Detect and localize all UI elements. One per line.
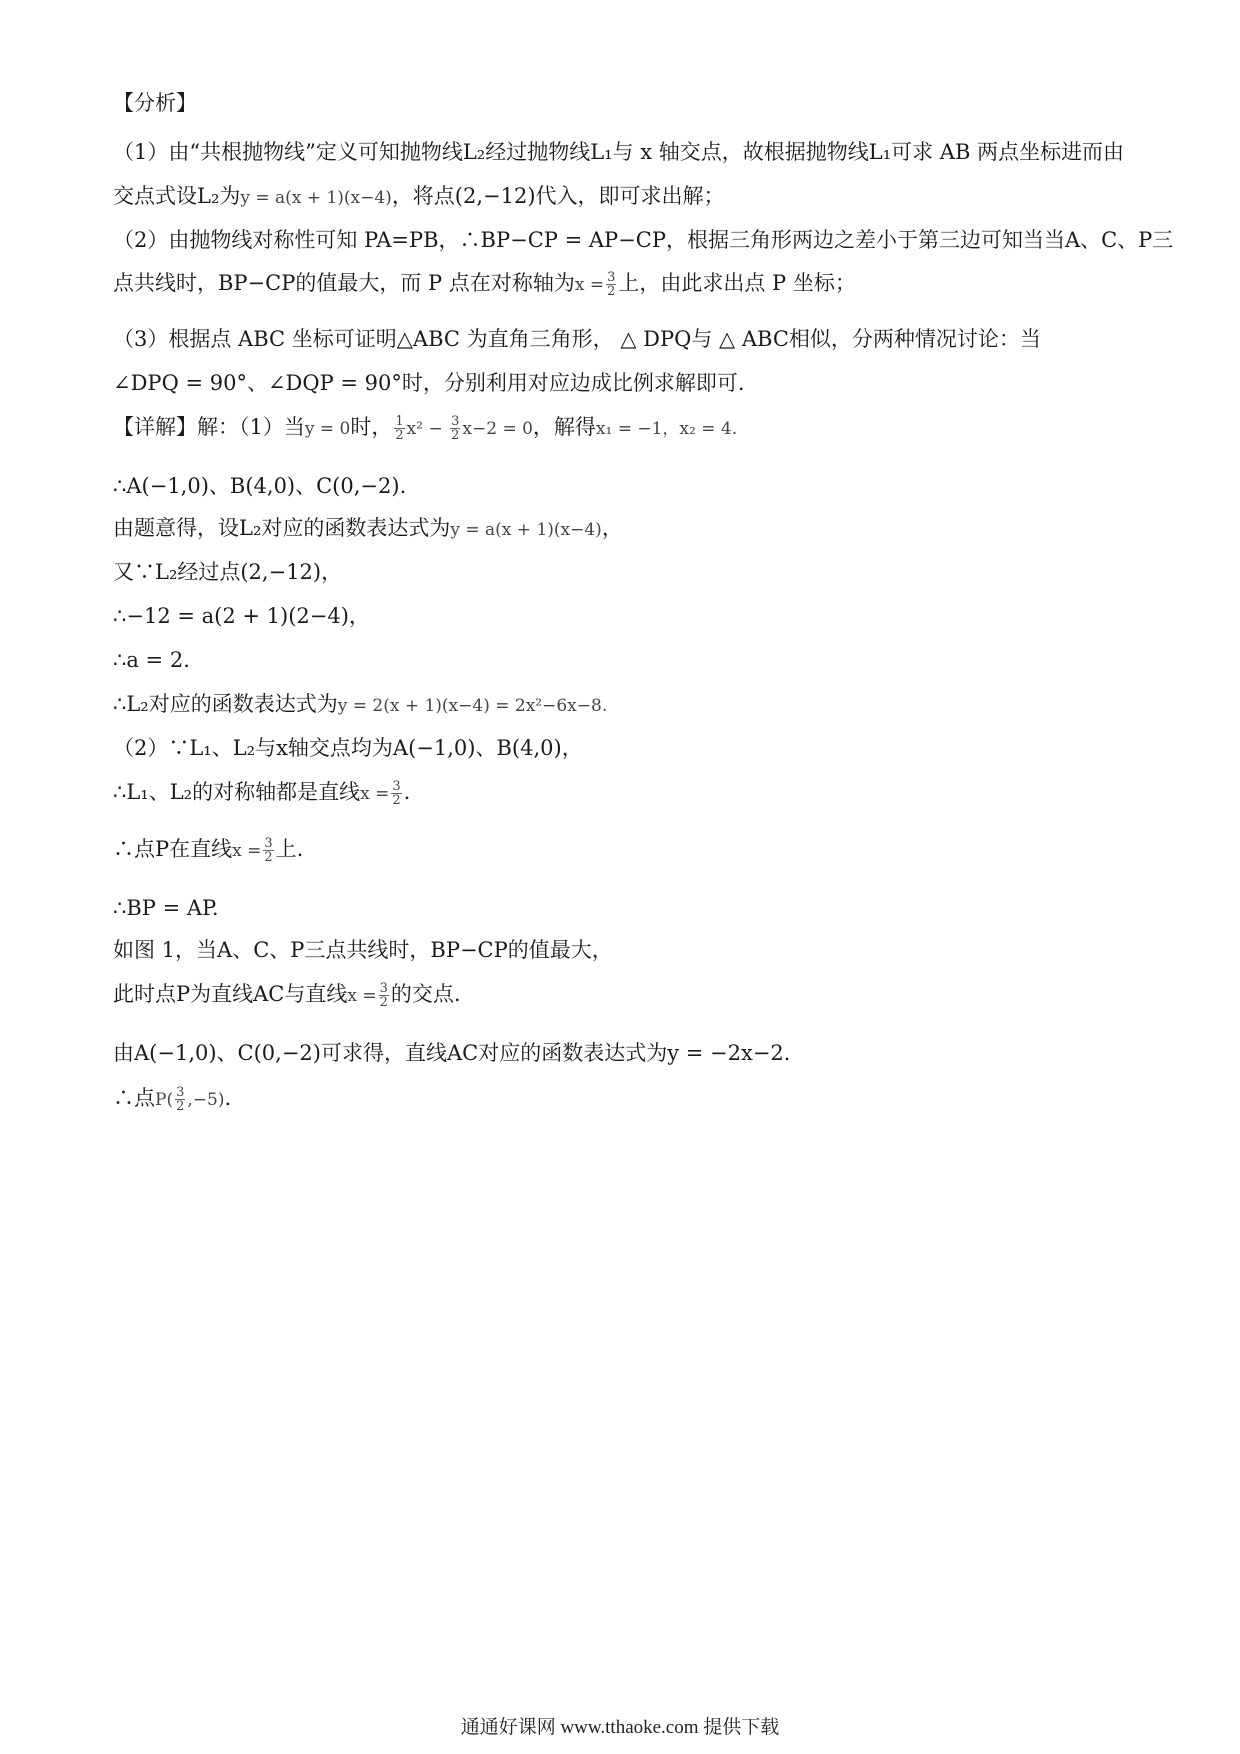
fraction-three-halves: $\frac{3}{2}$	[176, 1085, 185, 1114]
detail-line-15: ∴点P( $\frac{3}{2}$ ,−5).	[113, 1085, 232, 1114]
detail-line-10: ∴点P在直线x = $\frac{3}{2}$ 上.	[113, 836, 304, 865]
fraction-three-halves: $\frac{3}{2}$	[392, 779, 401, 808]
detail-line-2: ∴A(−1,0)、B(4,0)、C(0,−2).	[113, 474, 407, 498]
detail-line-9: ∴L₁、L₂的对称轴都是直线x = $\frac{3}{2}$ .	[113, 779, 411, 808]
fraction-three-halves: $\frac{3}{2}$	[607, 270, 616, 299]
fraction-three-halves: $\frac{3}{2}$	[264, 836, 273, 865]
fraction-three-halves: $\frac{3}{2}$	[451, 414, 460, 443]
detail-line-7: ∴L₂对应的函数表达式为y = 2(x + 1)(x−4) = 2x²−6x−8.	[113, 692, 608, 716]
equation: x =	[574, 275, 605, 295]
detail-line-13: 此时点P为直线AC与直线x = $\frac{3}{2}$ 的交点.	[113, 981, 461, 1010]
analysis-part3-line1: （3）根据点 ABC 坐标可证明△ABC 为直角三角形， △ DPQ与 △ ABC相似，分两种情况讨论：当	[113, 327, 1041, 351]
equation: y = a(x + 1)(x−4)	[240, 188, 392, 208]
analysis-part1-line2: 交点式设L₂为y = a(x + 1)(x−4)，将点(2,−12)代入，即可求出解；	[113, 184, 725, 208]
analysis-part1-line1: （1）由“共根抛物线”定义可知抛物线L₂经过抛物线L₁与 x 轴交点，故根据抛物线L₁可求 AB 两点坐标进而由	[113, 140, 1125, 164]
analysis-part3-line2: ∠DPQ = 90°、∠DQP = 90°时，分别利用对应边成比例求解即可.	[113, 371, 745, 395]
analysis-heading: 【分析】	[113, 91, 197, 115]
page-footer: 通通好课网 www.tthaoke.com 提供下载	[460, 1717, 780, 1738]
detail-line-11: ∴BP = AP.	[113, 896, 219, 920]
detail-line-8: （2）∵L₁、L₂与x轴交点均为A(−1,0)、B(4,0)，	[113, 736, 583, 760]
detail-line-6: ∴a = 2.	[113, 648, 190, 672]
fraction-three-halves: $\frac{3}{2}$	[379, 981, 388, 1010]
fraction-one-half: $\frac{1}{2}$	[395, 414, 404, 443]
detail-line-5: ∴−12 = a(2 + 1)(2−4)，	[113, 604, 370, 628]
detail-line-14: 由A(−1,0)、C(0,−2)可求得，直线AC对应的函数表达式为y = −2x−2.	[113, 1041, 791, 1065]
detail-line-3: 由题意得，设L₂对应的函数表达式为y = a(x + 1)(x−4)，	[113, 516, 623, 540]
detail-line-4: 又∵L₂经过点(2,−12)，	[113, 560, 343, 584]
analysis-part2-line2: 点共线时，BP−CP的值最大，而 P 点在对称轴为x = $\frac{3}{2}$ 上，由此求出点 P 坐标；	[113, 270, 856, 299]
detail-line-12: 如图 1，当A、C、P三点共线时，BP−CP的值最大，	[113, 938, 613, 962]
analysis-part2-line1: （2）由抛物线对称性可知 PA=PB，∴BP−CP = AP−CP，根据三角形两边之差小于第三边可知当当A、C、P三	[113, 228, 1174, 252]
detail-line-1: 【详解】解：（1）当y = 0时， $\frac{1}{2}$ x² − $\frac{3}{2}$ x−2 = 0，解得x₁ = −1，x₂ = 4.	[113, 414, 738, 443]
